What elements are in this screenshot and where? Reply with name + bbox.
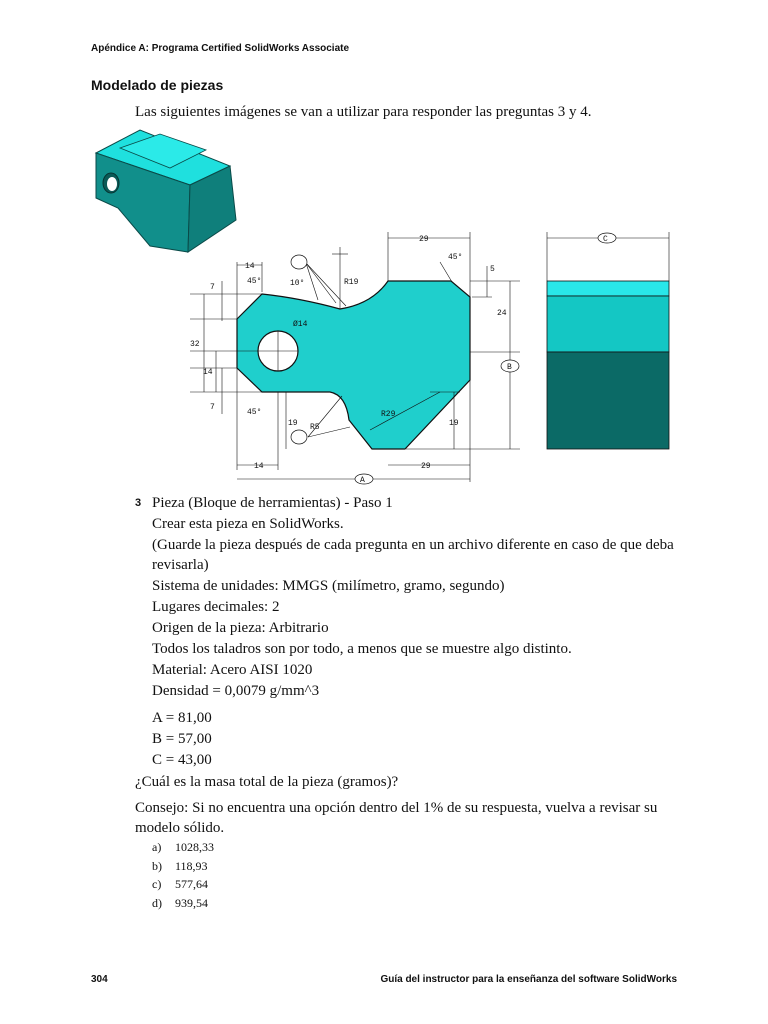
label-c: C bbox=[603, 235, 608, 244]
dim-top-left-14: 14 bbox=[245, 262, 255, 271]
question-number: 3 bbox=[135, 497, 142, 509]
drawing-figure bbox=[0, 0, 768, 490]
question-line: (Guarde la pieza después de cada pregunta en un archivo diferente en caso de que deba revisarla) bbox=[152, 537, 674, 573]
dim-angle-bottom-left: 45° bbox=[247, 408, 262, 417]
dim-angle-10: 10° bbox=[290, 279, 305, 288]
question-line: Material: Acero AISI 1020 bbox=[152, 662, 313, 678]
question-hint: Consejo: Si no encuentra una opción dentro del 1% de su respuesta, vuelva a revisar su modelo sólido. bbox=[135, 800, 658, 836]
dim-angle-top-right: 45° bbox=[448, 253, 463, 262]
dim-5: 5 bbox=[490, 265, 495, 274]
dim-r5: R5 bbox=[310, 423, 320, 432]
option-item[interactable]: a) 1028,33 bbox=[152, 840, 214, 854]
dim-bottom-14: 14 bbox=[254, 462, 264, 471]
page-number: 304 bbox=[91, 974, 108, 985]
label-b: B bbox=[507, 363, 512, 372]
dim-r19: R19 bbox=[344, 278, 359, 287]
dim-24: 24 bbox=[497, 309, 507, 318]
isometric-view bbox=[96, 130, 236, 252]
question-line: Crear esta pieza en SolidWorks. bbox=[152, 516, 344, 532]
question-line: Sistema de unidades: MMGS (milímetro, gramo, segundo) bbox=[152, 578, 505, 594]
dim-14-left: 14 bbox=[203, 368, 213, 377]
dim-7-bottom: 7 bbox=[210, 403, 215, 412]
section-title: Modelado de piezas bbox=[91, 77, 224, 93]
answer-options bbox=[152, 838, 214, 912]
dim-bottom-29: 29 bbox=[421, 462, 431, 471]
dim-r29: R29 bbox=[381, 410, 396, 419]
prompt-block bbox=[135, 772, 695, 838]
option-item[interactable]: d) 939,54 bbox=[152, 895, 208, 910]
dim-7-top: 7 bbox=[210, 283, 215, 292]
value-c: C = 43,00 bbox=[152, 752, 212, 768]
dim-dia-14: Ø14 bbox=[293, 320, 308, 329]
dim-angle-top-left: 45° bbox=[247, 277, 262, 286]
dim-32: 32 bbox=[190, 340, 200, 349]
dim-top-29: 29 bbox=[419, 235, 429, 244]
running-footer: Guía del instructor para la enseñanza del software SolidWorks bbox=[380, 974, 677, 985]
value-b: B = 57,00 bbox=[152, 731, 212, 747]
front-view bbox=[190, 232, 520, 485]
value-a: A = 81,00 bbox=[152, 710, 212, 726]
question-line: Lugares decimales: 2 bbox=[152, 599, 280, 615]
dim-19-right: 19 bbox=[449, 419, 459, 428]
option-item[interactable]: c) 577,64 bbox=[152, 877, 208, 891]
question-line: Todos los taladros son por todo, a menos que se muestre algo distinto. bbox=[152, 641, 572, 657]
question-line: Densidad = 0,0079 g/mm^3 bbox=[152, 683, 320, 699]
intro-text: Las siguientes imágenes se van a utilizar para responder las preguntas 3 y 4. bbox=[135, 104, 592, 120]
question-block bbox=[135, 493, 695, 771]
option-item[interactable]: b) 118,93 bbox=[152, 858, 208, 873]
question-prompt: ¿Cuál es la masa total de la pieza (gramos)? bbox=[135, 774, 399, 790]
side-view bbox=[547, 232, 669, 449]
running-header: Apéndice A: Programa Certified SolidWorks Associate bbox=[91, 43, 350, 54]
label-a: A bbox=[360, 476, 365, 485]
question-line: Origen de la pieza: Arbitrario bbox=[152, 620, 329, 636]
dim-19-left: 19 bbox=[288, 419, 298, 428]
question-title: Pieza (Bloque de herramientas) - Paso 1 bbox=[152, 495, 393, 511]
